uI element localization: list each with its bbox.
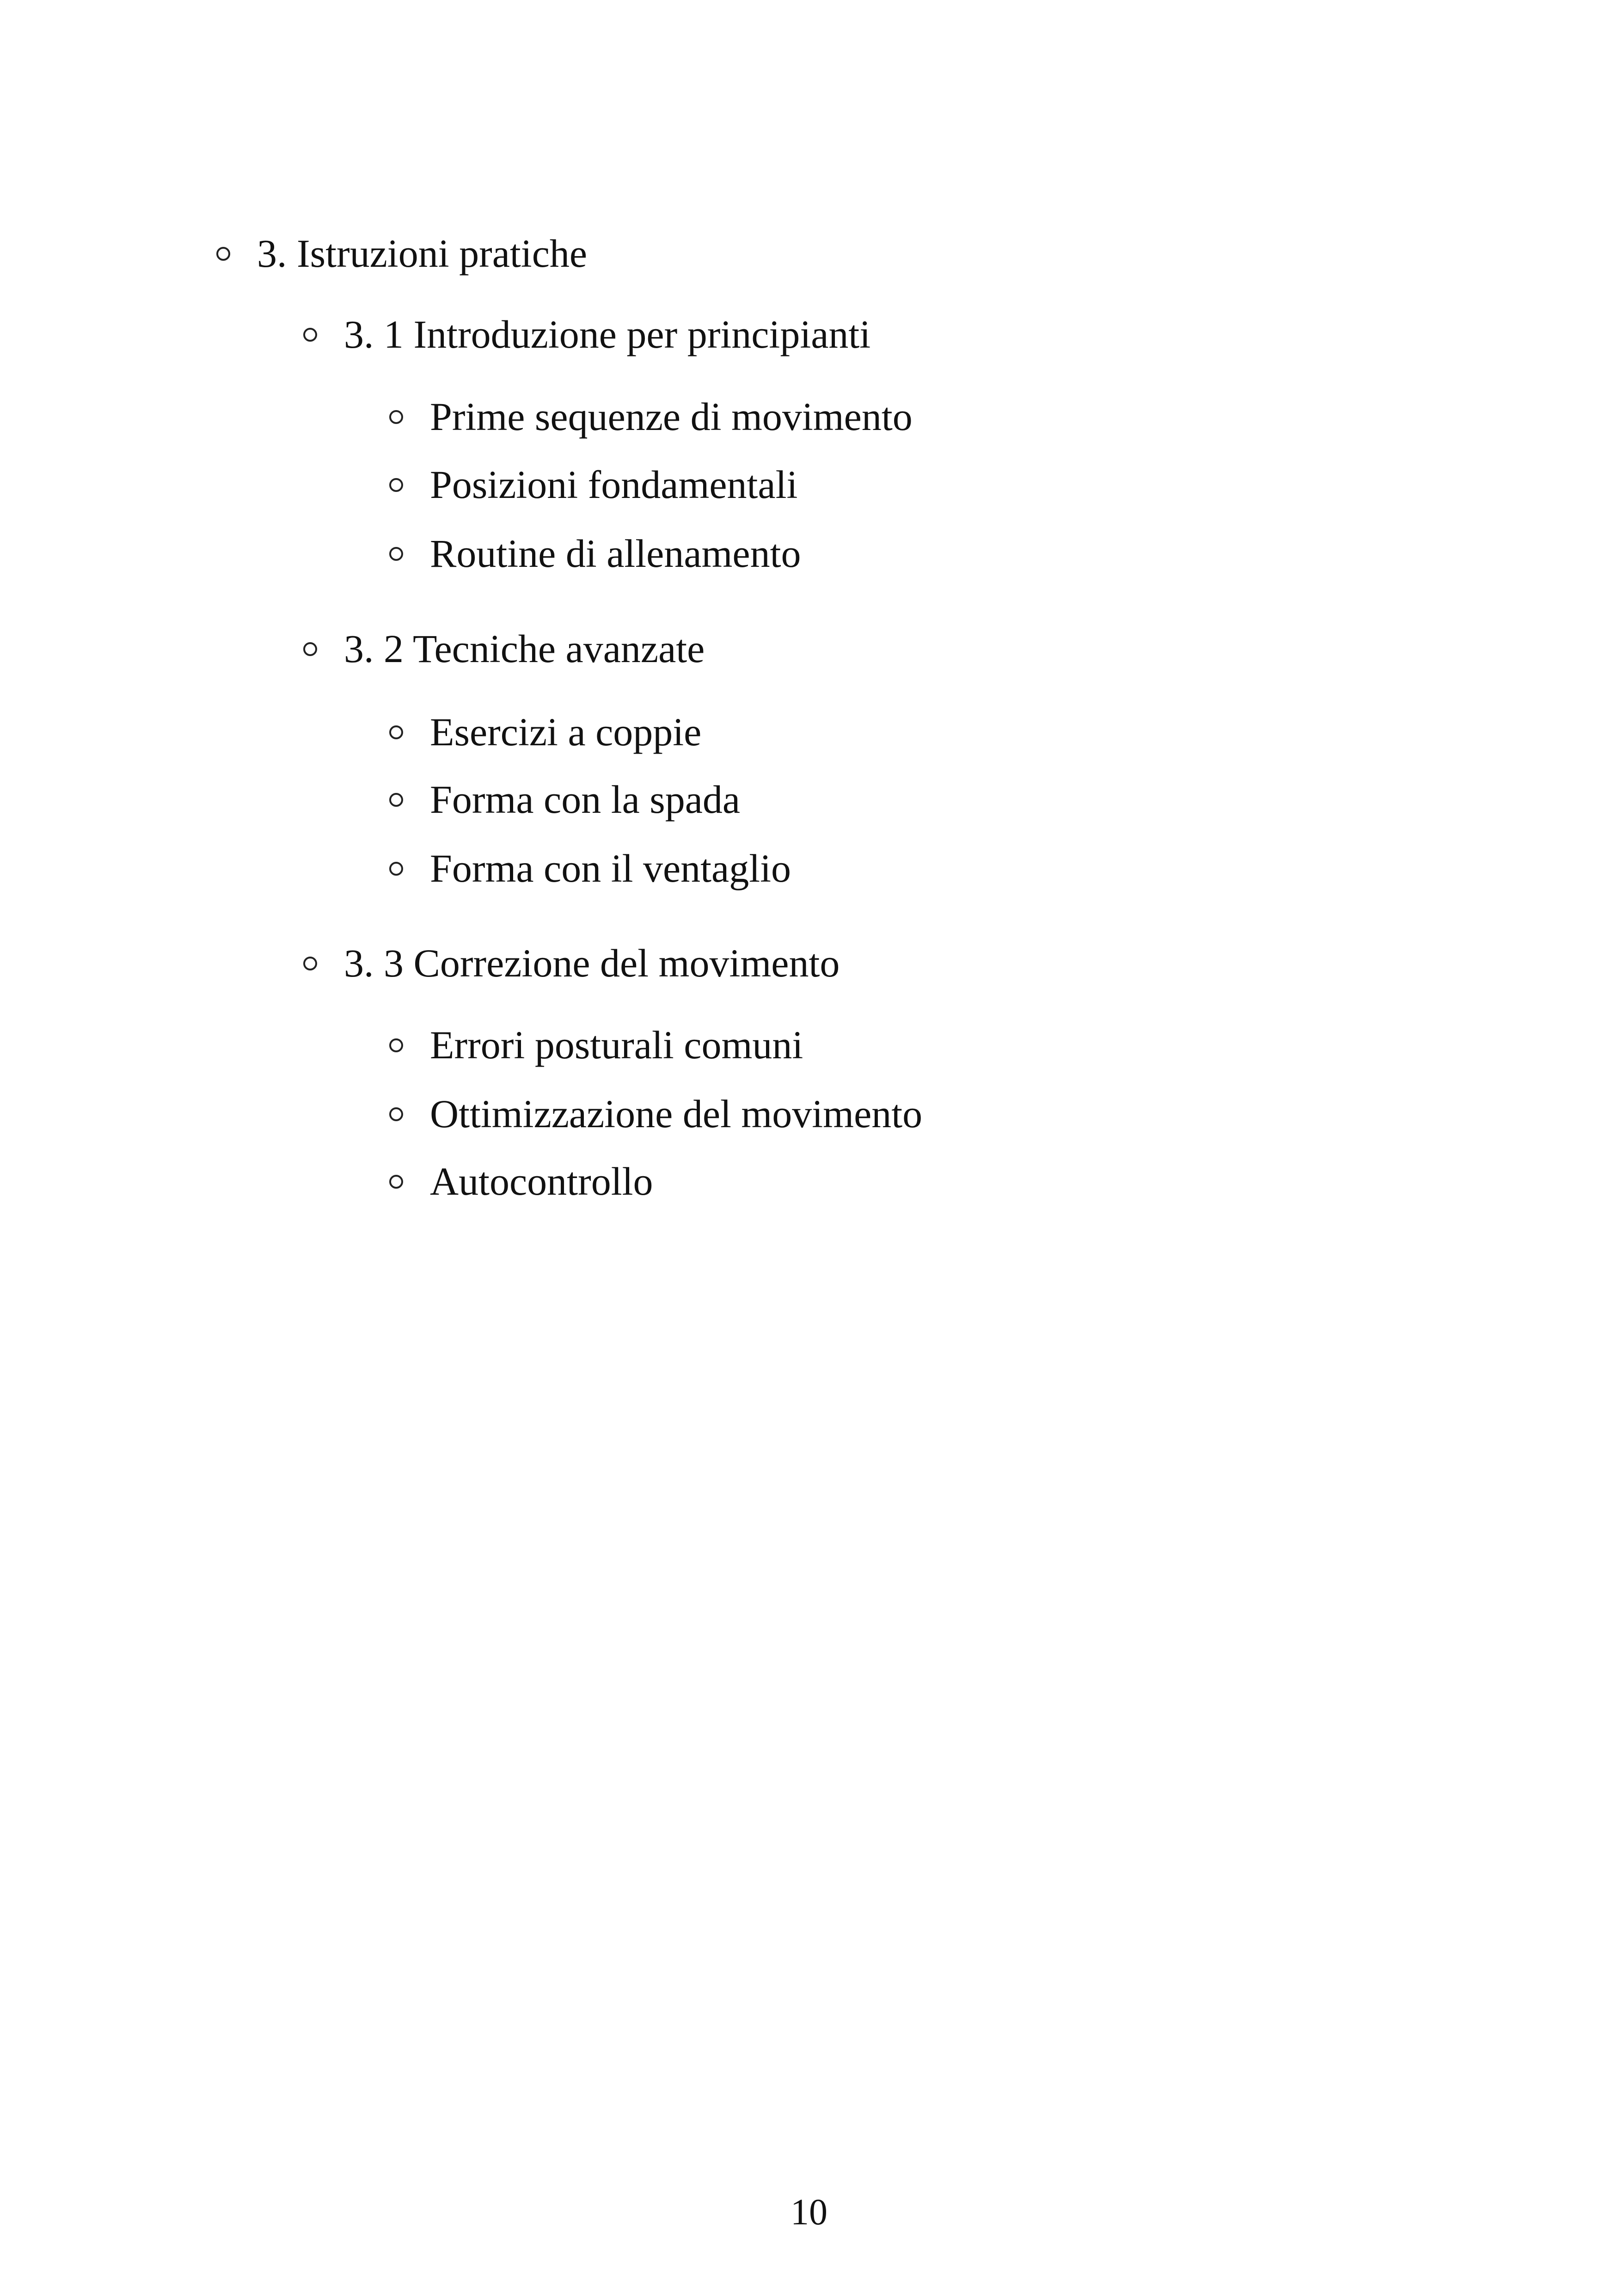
outline-label: 3. 2 Tecniche avanzate	[344, 626, 705, 671]
outline-label: Autocontrollo	[430, 1159, 653, 1203]
outline-label: Forma con la spada	[430, 777, 741, 822]
outline-item-section-3	[257, 231, 588, 276]
hollow-bullet-icon	[389, 1175, 403, 1189]
outline-label: Prime sequenze di movimento	[430, 394, 913, 439]
outline-item	[430, 394, 913, 439]
outline-label: Posizioni fondamentali	[430, 462, 798, 507]
outline-item	[430, 531, 801, 576]
hollow-bullet-icon	[389, 862, 403, 876]
outline-item-subsection-3-3	[344, 943, 840, 983]
hollow-bullet-icon	[303, 957, 317, 970]
outline-item	[430, 1094, 922, 1134]
hollow-bullet-icon	[389, 547, 403, 561]
outline-label: Ottimizzazione del movimento	[430, 1092, 923, 1136]
hollow-bullet-icon	[389, 410, 403, 424]
hollow-bullet-icon	[303, 642, 317, 656]
outline-label: 3. Istruzioni pratiche	[257, 231, 588, 276]
hollow-bullet-icon	[303, 328, 317, 342]
outline-item	[430, 1161, 653, 1201]
hollow-bullet-icon	[389, 1038, 403, 1052]
outline-label: 3. 1 Introduzione per principianti	[344, 312, 871, 356]
hollow-bullet-icon	[389, 793, 403, 807]
outline-label: Forma con il ventaglio	[430, 846, 791, 890]
outline-label: Routine di allenamento	[430, 531, 801, 576]
outline-item	[430, 1025, 803, 1065]
outline-item	[430, 848, 791, 888]
outline-item	[430, 462, 798, 507]
outline-item-subsection-3-2	[344, 626, 705, 671]
outline-item	[430, 777, 741, 822]
page-number: 10	[791, 2192, 827, 2233]
outline-label: 3. 3 Correzione del movimento	[344, 941, 840, 985]
outline-label: Errori posturali comuni	[430, 1023, 803, 1067]
outline-item	[430, 712, 701, 752]
hollow-bullet-icon	[389, 1107, 403, 1121]
outline-label: Esercizi a coppie	[430, 710, 702, 754]
hollow-bullet-icon	[389, 478, 403, 492]
hollow-bullet-icon	[389, 725, 403, 739]
outline-item-subsection-3-1	[344, 314, 870, 354]
hollow-bullet-icon	[216, 247, 230, 261]
